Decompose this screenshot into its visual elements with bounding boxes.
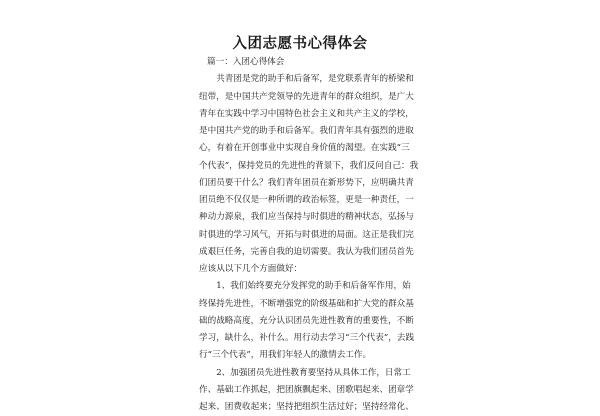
body-line: 作、基础工作抓起，把团旗飘起来、团歌唱起来、团章学 (199, 384, 414, 395)
body-line: 们团员要干什么？我们青年团员在新形势下，应明确共青 (199, 177, 414, 188)
body-line: 心，有着在开创事业中实现自身价值的渴望。在实践“三 (199, 143, 410, 154)
body-line: 成艰巨任务，完善自我的迫切需要。我认为我们团员首先 (199, 246, 414, 257)
body-line: 1、我们始终要充分发挥党的助手和后备军作用，始 (199, 281, 411, 292)
body-line: 纽带，是中国共产党领导的先进青年的群众组织，是广大 (199, 91, 414, 102)
body-line: 种动力源泉，我们应当保持与时俱进的精神状态，弘扬与 (199, 212, 414, 223)
body-line: 终保持先进性，不断增强党的阶级基础和扩大党的群众基 (199, 298, 414, 309)
body-line: 青年在实践中学习中国特色社会主义和共产主义的学校， (199, 108, 414, 119)
body-line: 应该从以下几个方面做好： (199, 264, 303, 274)
section-heading: 篇一：入团心得体会 (207, 57, 285, 67)
document-title: 入团志愿书心得体会 (232, 35, 368, 52)
document-body (199, 54, 419, 416)
body-line: 2、加强团员先进性教育要坚持从具体工作，日常工 (199, 367, 411, 378)
body-line: 是中国共产党的助手和后备军。我们青年具有强烈的进取 (199, 126, 414, 136)
body-line: 团员绝不仅仅是一种所谓的政治标签，更是一种责任，一 (199, 195, 414, 205)
body-line: 起来、团费收起来；坚持把组织生活过好；坚持经常化、 (199, 402, 414, 412)
body-line: 个代表”，保持党员的先进性的背景下，我们反问自己：我 (199, 160, 419, 171)
body-line: 时俱进的学习风气，开拓与时俱进的局面。这正是我们完 (199, 229, 414, 240)
body-line: 行“三个代表”，用我们年轻人的激情去工作。 (199, 350, 372, 361)
body-line: 础的战略高度，充分认识团员先进性教育的重要性，不断 (199, 315, 414, 326)
body-line: 学习，缺什么，补什么。用行动去学习“三个代表”，去践 (199, 333, 415, 343)
body-line: 共青团是党的助手和后备军，是党联系青年的桥梁和 (199, 74, 414, 85)
